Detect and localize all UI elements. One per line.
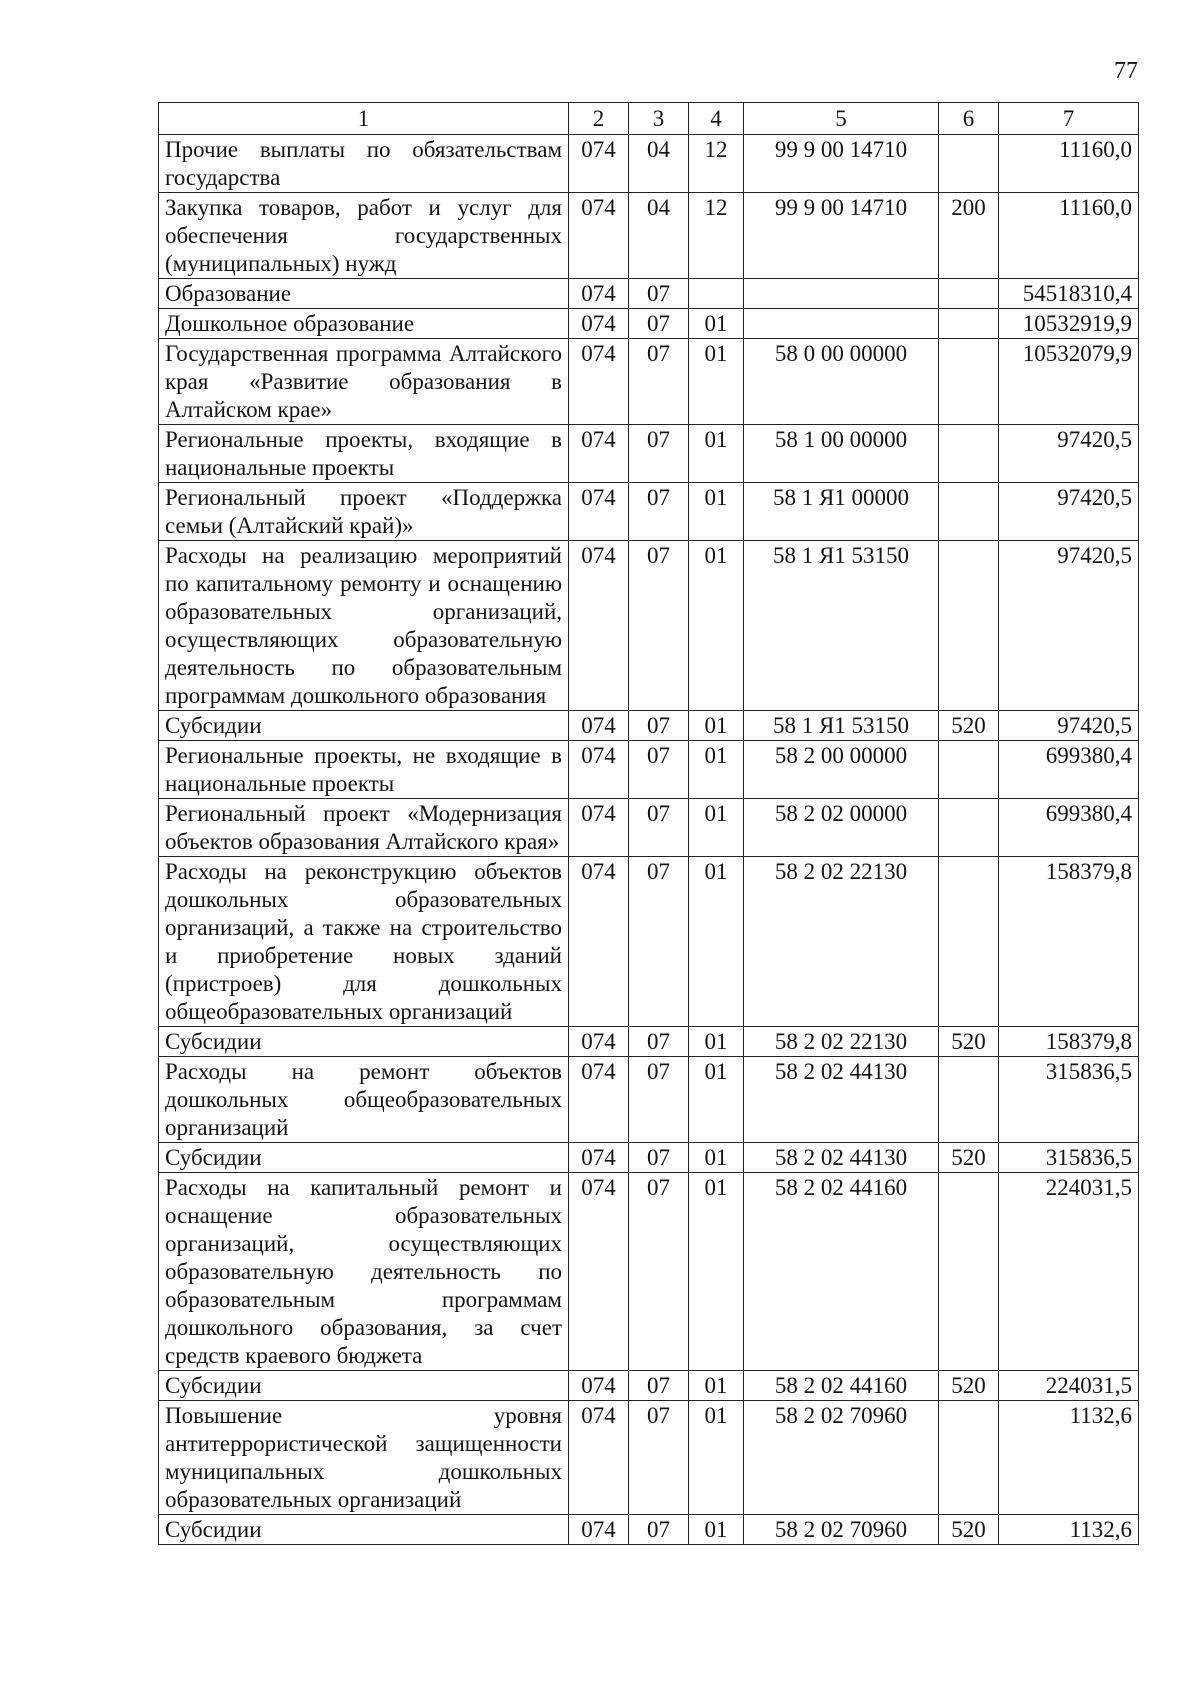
row-name-cell: Расходы на капитальный ремонт и оснащение образовательных организаций, осуществляющих образовательную деятельность по образовательным программам дошкольного образования, за счет средств краевого бюджета: [159, 1173, 569, 1371]
row-amount-cell: 315836,5: [999, 1057, 1139, 1143]
row-subsection-cell: 01: [689, 1401, 744, 1515]
row-expense-type-cell: [939, 339, 999, 425]
table-row: [159, 1057, 1139, 1143]
row-ministry-code-cell: 074: [569, 339, 629, 425]
row-name-cell: Субсидии: [159, 1027, 569, 1057]
row-expense-type-cell: [939, 309, 999, 339]
row-section-cell: 07: [629, 1515, 689, 1545]
row-target-item-cell: 58 0 00 00000: [744, 339, 939, 425]
row-amount-cell: 699380,4: [999, 799, 1139, 857]
row-amount-cell: 97420,5: [999, 711, 1139, 741]
row-amount-cell: 11160,0: [999, 193, 1139, 279]
row-expense-type-cell: [939, 799, 999, 857]
row-name-cell: Региональный проект «Модернизация объектов образования Алтайского края»: [159, 799, 569, 857]
table-row: [159, 135, 1139, 193]
page-number: 77: [1114, 58, 1138, 84]
row-target-item-cell: 58 2 02 22130: [744, 1027, 939, 1057]
table-row: [159, 799, 1139, 857]
row-target-item-cell: 58 1 Я1 53150: [744, 711, 939, 741]
row-target-item-cell: [744, 309, 939, 339]
row-subsection-cell: 01: [689, 741, 744, 799]
row-target-item-cell: 99 9 00 14710: [744, 135, 939, 193]
row-section-cell: 07: [629, 1173, 689, 1371]
row-expense-type-cell: [939, 425, 999, 483]
row-ministry-code-cell: 074: [569, 135, 629, 193]
row-section-cell: 07: [629, 711, 689, 741]
row-subsection-cell: 01: [689, 1515, 744, 1545]
table-row: [159, 1371, 1139, 1401]
row-section-cell: 07: [629, 1401, 689, 1515]
row-section-cell: 07: [629, 1371, 689, 1401]
row-ministry-code-cell: 074: [569, 1143, 629, 1173]
row-subsection-cell: 01: [689, 711, 744, 741]
table-row: [159, 741, 1139, 799]
row-amount-cell: 315836,5: [999, 1143, 1139, 1173]
row-name-cell: Дошкольное образование: [159, 309, 569, 339]
row-expense-type-cell: [939, 135, 999, 193]
row-target-item-cell: 58 2 02 44160: [744, 1371, 939, 1401]
row-target-item-cell: 58 2 00 00000: [744, 741, 939, 799]
row-subsection-cell: [689, 279, 744, 309]
table-row: [159, 193, 1139, 279]
row-section-cell: 07: [629, 1143, 689, 1173]
row-expense-type-cell: 200: [939, 193, 999, 279]
table-row: [159, 857, 1139, 1027]
row-amount-cell: 11160,0: [999, 135, 1139, 193]
row-expense-type-cell: 520: [939, 1143, 999, 1173]
table-row: [159, 711, 1139, 741]
row-ministry-code-cell: 074: [569, 1057, 629, 1143]
row-ministry-code-cell: 074: [569, 1371, 629, 1401]
row-expense-type-cell: 520: [939, 1515, 999, 1545]
header-col-1: 1: [159, 103, 569, 135]
row-target-item-cell: 58 1 00 00000: [744, 425, 939, 483]
row-ministry-code-cell: 074: [569, 1173, 629, 1371]
row-subsection-cell: 01: [689, 857, 744, 1027]
row-target-item-cell: 58 2 02 70960: [744, 1515, 939, 1545]
row-section-cell: 07: [629, 1057, 689, 1143]
budget-table: [158, 102, 1139, 1545]
row-name-cell: Закупка товаров, работ и услуг для обеспечения государственных (муниципальных) нужд: [159, 193, 569, 279]
row-ministry-code-cell: 074: [569, 309, 629, 339]
header-col-3: 3: [629, 103, 689, 135]
header-col-2: 2: [569, 103, 629, 135]
row-target-item-cell: 58 2 02 44130: [744, 1143, 939, 1173]
header-col-6: 6: [939, 103, 999, 135]
row-expense-type-cell: [939, 1173, 999, 1371]
row-amount-cell: 224031,5: [999, 1371, 1139, 1401]
header-col-4: 4: [689, 103, 744, 135]
row-expense-type-cell: 520: [939, 1371, 999, 1401]
row-expense-type-cell: [939, 279, 999, 309]
row-section-cell: 07: [629, 541, 689, 711]
row-ministry-code-cell: 074: [569, 1401, 629, 1515]
row-name-cell: Субсидии: [159, 1515, 569, 1545]
row-subsection-cell: 01: [689, 1173, 744, 1371]
row-name-cell: Региональные проекты, не входящие в национальные проекты: [159, 741, 569, 799]
row-amount-cell: 1132,6: [999, 1515, 1139, 1545]
row-section-cell: 04: [629, 193, 689, 279]
table-row: [159, 425, 1139, 483]
row-subsection-cell: 01: [689, 339, 744, 425]
row-target-item-cell: 58 1 Я1 00000: [744, 483, 939, 541]
row-name-cell: Расходы на реализацию мероприятий по капитальному ремонту и оснащению образовательных организаций, осуществляющих образовательную деятельность по образовательным программам дошкольного образования: [159, 541, 569, 711]
row-subsection-cell: 01: [689, 309, 744, 339]
row-amount-cell: 10532919,9: [999, 309, 1139, 339]
row-ministry-code-cell: 074: [569, 799, 629, 857]
row-amount-cell: 10532079,9: [999, 339, 1139, 425]
row-amount-cell: 97420,5: [999, 483, 1139, 541]
row-name-cell: Прочие выплаты по обязательствам государства: [159, 135, 569, 193]
row-subsection-cell: 12: [689, 135, 744, 193]
row-ministry-code-cell: 074: [569, 193, 629, 279]
row-section-cell: 07: [629, 857, 689, 1027]
row-target-item-cell: 99 9 00 14710: [744, 193, 939, 279]
row-name-cell: Расходы на реконструкцию объектов дошкольных образовательных организаций, а также на строительство и приобретение новых зданий (пристроев) для дошкольных общеобразовательных организаций: [159, 857, 569, 1027]
row-subsection-cell: 01: [689, 541, 744, 711]
row-section-cell: 07: [629, 799, 689, 857]
row-ministry-code-cell: 074: [569, 425, 629, 483]
table-body: [159, 135, 1139, 1545]
row-ministry-code-cell: 074: [569, 1027, 629, 1057]
header-col-7: 7: [999, 103, 1139, 135]
row-section-cell: 07: [629, 1027, 689, 1057]
row-section-cell: 07: [629, 483, 689, 541]
row-target-item-cell: 58 2 02 70960: [744, 1401, 939, 1515]
row-name-cell: Региональные проекты, входящие в национальные проекты: [159, 425, 569, 483]
row-amount-cell: 1132,6: [999, 1401, 1139, 1515]
table-row: [159, 541, 1139, 711]
row-amount-cell: 158379,8: [999, 1027, 1139, 1057]
row-ministry-code-cell: 074: [569, 741, 629, 799]
row-name-cell: Субсидии: [159, 711, 569, 741]
table-row: [159, 339, 1139, 425]
row-target-item-cell: 58 2 02 44130: [744, 1057, 939, 1143]
table-row: [159, 1143, 1139, 1173]
row-expense-type-cell: [939, 741, 999, 799]
row-name-cell: Повышение уровня антитеррористической защищенности муниципальных дошкольных образовательных организаций: [159, 1401, 569, 1515]
table-row: [159, 483, 1139, 541]
row-subsection-cell: 01: [689, 1371, 744, 1401]
table-row: [159, 1515, 1139, 1545]
row-expense-type-cell: [939, 1057, 999, 1143]
row-subsection-cell: 01: [689, 483, 744, 541]
row-amount-cell: 158379,8: [999, 857, 1139, 1027]
row-name-cell: Региональный проект «Поддержка семьи (Алтайский край)»: [159, 483, 569, 541]
row-subsection-cell: 01: [689, 1027, 744, 1057]
row-subsection-cell: 01: [689, 425, 744, 483]
row-ministry-code-cell: 074: [569, 541, 629, 711]
row-name-cell: Расходы на ремонт объектов дошкольных общеобразовательных организаций: [159, 1057, 569, 1143]
row-expense-type-cell: 520: [939, 1027, 999, 1057]
table-row: [159, 1401, 1139, 1515]
row-target-item-cell: 58 2 02 22130: [744, 857, 939, 1027]
row-expense-type-cell: [939, 1401, 999, 1515]
row-section-cell: 07: [629, 741, 689, 799]
row-name-cell: Субсидии: [159, 1143, 569, 1173]
row-name-cell: Субсидии: [159, 1371, 569, 1401]
row-subsection-cell: 01: [689, 1057, 744, 1143]
row-expense-type-cell: [939, 541, 999, 711]
row-ministry-code-cell: 074: [569, 711, 629, 741]
row-amount-cell: 97420,5: [999, 425, 1139, 483]
table-row: [159, 1027, 1139, 1057]
row-target-item-cell: 58 2 02 44160: [744, 1173, 939, 1371]
row-section-cell: 07: [629, 339, 689, 425]
row-amount-cell: 224031,5: [999, 1173, 1139, 1371]
row-expense-type-cell: [939, 857, 999, 1027]
row-target-item-cell: 58 2 02 00000: [744, 799, 939, 857]
row-section-cell: 04: [629, 135, 689, 193]
header-col-5: 5: [744, 103, 939, 135]
row-section-cell: 07: [629, 309, 689, 339]
row-section-cell: 07: [629, 279, 689, 309]
row-ministry-code-cell: 074: [569, 483, 629, 541]
row-target-item-cell: 58 1 Я1 53150: [744, 541, 939, 711]
table-row: [159, 279, 1139, 309]
row-amount-cell: 54518310,4: [999, 279, 1139, 309]
table-row: [159, 1173, 1139, 1371]
row-amount-cell: 97420,5: [999, 541, 1139, 711]
table-header-row: [159, 103, 1139, 135]
row-subsection-cell: 01: [689, 799, 744, 857]
row-subsection-cell: 12: [689, 193, 744, 279]
row-name-cell: Образование: [159, 279, 569, 309]
row-expense-type-cell: [939, 483, 999, 541]
row-expense-type-cell: 520: [939, 711, 999, 741]
row-ministry-code-cell: 074: [569, 279, 629, 309]
row-subsection-cell: 01: [689, 1143, 744, 1173]
row-ministry-code-cell: 074: [569, 857, 629, 1027]
row-amount-cell: 699380,4: [999, 741, 1139, 799]
table-row: [159, 309, 1139, 339]
row-ministry-code-cell: 074: [569, 1515, 629, 1545]
row-name-cell: Государственная программа Алтайского края «Развитие образования в Алтайском крае»: [159, 339, 569, 425]
row-section-cell: 07: [629, 425, 689, 483]
row-target-item-cell: [744, 279, 939, 309]
